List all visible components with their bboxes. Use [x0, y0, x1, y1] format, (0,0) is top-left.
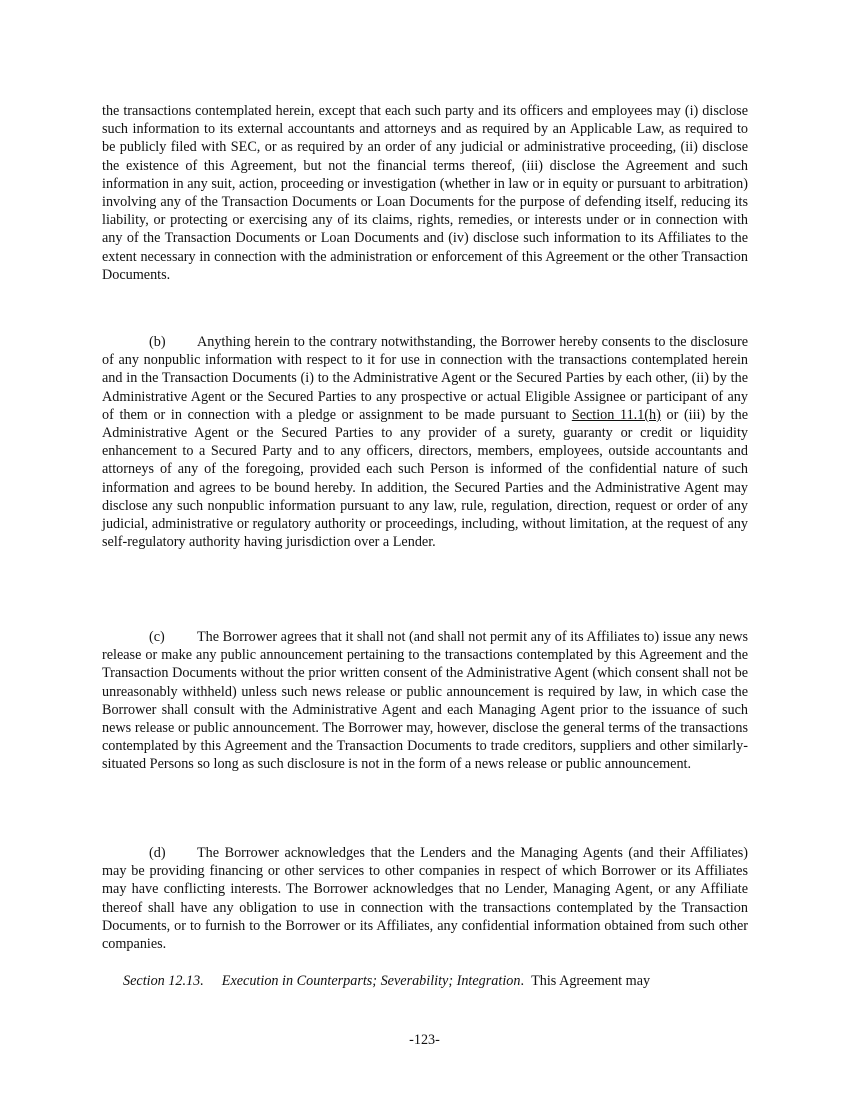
section-12-13: [102, 972, 748, 990]
section-title: Execution in Counterparts; Severability; Integration: [221, 973, 521, 989]
section-title-period: .: [520, 973, 524, 989]
paragraph-d-text: The Borrower acknowledges that the Lenders and the Managing Agents (and their Affiliates) may be providing financing or other services to other companies in respect of which Borrower or its Affiliates may have conflicting interests. The Borrower acknowledges that no Lender, Managing Agent, or any Affiliate thereof shall have any obligation to use in connection with the transactions contemplated by the Transaction Documents, or to furnish to the Borrower or its Affiliates, any confidential information obtained from such other companies.: [102, 845, 748, 953]
section-number: Section 12.13.: [123, 973, 204, 989]
paragraph-b-text-1: Anything herein to the contrary notwithstanding, the Borrower hereby consents to the disclosure of any nonpublic information with respect to it for use in connection with the transactions contemplated herein and in the Transaction Documents (i) to the Administrative Agent or the Secured Parties by each other, (ii) by the Administrative Agent or the Secured Parties to any prospective or actual Eligible Assignee or participant of any of them or in connection with a pledge or assignment to be made pursuant to: [102, 334, 748, 423]
paragraph-b: [102, 333, 748, 551]
paragraph-c: [102, 628, 748, 774]
section-11-1-h-reference: Section 11.1(h): [571, 406, 661, 423]
paragraph-b-text-2: or (iii) by the Administrative Agent or the Secured Parties to any provider of a surety, guaranty or credit or liquidity enhancement to a Secured Party and to any officers, directors, members, employees, outside accountants and attorneys of any of the foregoing, provided each such Person is informed of the confidential nature of such information and agrees to be bound hereby. In addition, the Secured Parties and the Administrative Agent may disclose any such nonpublic information pursuant to any law, rule, regulation, direction, request or order of any judicial, administrative or regulatory authority or proceedings, including, without limitation, at the request of any self-regulatory authority having jurisdiction over a Lender.: [102, 406, 749, 551]
paragraph-b-label: (b): [149, 334, 166, 350]
paragraph-c-label: (c): [149, 629, 165, 645]
paragraph-d: [102, 844, 748, 953]
section-text: This Agreement may: [531, 973, 651, 989]
paragraph-c-text: The Borrower agrees that it shall not (and shall not permit any of its Affiliates to) issue any news release or make any public announcement pertaining to the transactions contemplated by this Agreement and the Transaction Documents without the prior written consent of the Administrative Agent (which consent shall not be unreasonably withheld) unless such news release or public announcement is required by law, in which case the Borrower shall consult with the Administrative Agent and each Managing Agent prior to the issuance of such news release or public announcement. The Borrower may, however, disclose the general terms of the transactions contemplated by this Agreement and the Transaction Documents to trade creditors, suppliers and other similarly-situated Persons so long as such disclosure is not in the form of a news release or public announcement.: [102, 629, 748, 773]
paragraph-continuation: [102, 102, 748, 284]
paragraph-continuation-text: the transactions contemplated herein, except that each such party and its officers and employees may (i) disclose such information to its external accountants and attorneys and as required by an Applicable Law, as required to be publicly filed with SEC, or as required by an order of any judicial or administrative proceeding, (ii) disclose the existence of this Agreement, but not the financial terms thereof, (iii) disclose the Agreement and such information in any suit, action, proceeding or investigation (whether in law or in equity or pursuant to arbitration) involving any of the Transaction Documents or Loan Documents for the purpose of defending itself, reducing its liability, or protecting or exercising any of its claims, rights, remedies, or interests under or in connection with any of the Transaction Documents or Loan Documents and (iv) disclose such information to its Affiliates to the extent necessary in connection with the administration or enforcement of this Agreement or the other Transaction Documents.: [102, 103, 748, 283]
page-number: -123-: [409, 1032, 440, 1048]
paragraph-d-label: (d): [149, 845, 166, 861]
